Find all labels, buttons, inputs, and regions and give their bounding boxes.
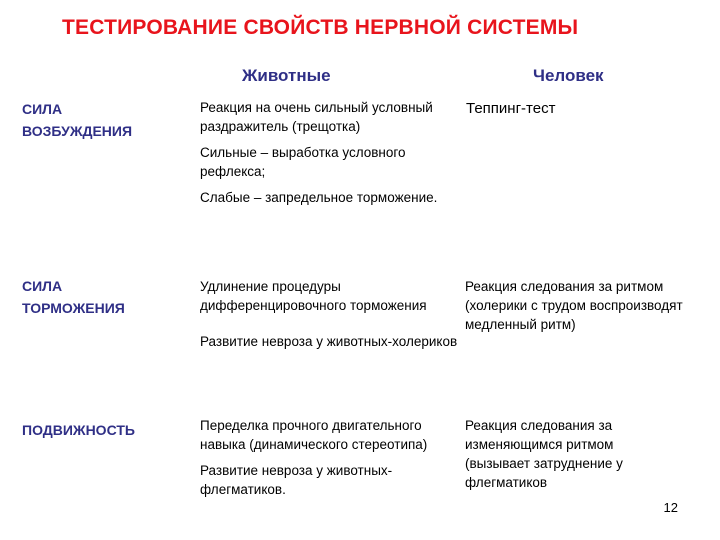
cell-inhibition-human [465,277,687,341]
cell-mobility-human [465,416,670,499]
column-header-human: Человек [533,66,604,85]
cell-text: Удлинение процедуры дифференцировочного торможения [200,279,427,313]
page-number: 12 [663,500,678,515]
cell-text: Слабые – запредельное торможение. [200,190,438,205]
cell-text: Развитие невроза у животных-холериков [200,334,458,349]
cell-mobility-animals [200,416,462,506]
slide-title: ТЕСТИРОВАНИЕ СВОЙСТВ НЕРВНОЙ СИСТЕМЫ [62,16,579,39]
cell-text: Сильные – выработка условного рефлекса; [200,145,406,179]
row-label-line: ПОДВИЖНОСТЬ [22,422,135,438]
row-label-inhibition-strength [22,275,125,319]
cell-text: Реакция на очень сильный условный раздражитель (трещотка) [200,100,433,134]
row-label-line: СИЛА [22,101,63,117]
row-label-line: ВОЗБУЖДЕНИЯ [22,123,133,139]
cell-text: Развитие невроза у животных-флегматиков. [200,463,393,497]
cell-text: Реакция следования за изменяющимся ритмом (вызывает затруднение у флегматиков [465,418,623,490]
cell-text: Теппинг-тест [466,100,556,117]
column-header-animals: Животные [242,66,331,85]
cell-inhibition-animals [200,277,460,358]
row-label-line: ТОРМОЖЕНИЯ [22,300,125,316]
cell-text: Переделка прочного двигательного навыка (динамического стереотипа) [200,418,428,452]
cell-text: Реакция следования за ритмом (холерики с трудом воспроизводят медленный ритм) [465,279,683,332]
cell-excitation-animals [200,98,460,214]
row-label-excitation-strength [22,98,132,142]
cell-excitation-human [466,99,686,125]
row-label-mobility [22,419,135,441]
row-label-line: СИЛА [22,278,63,294]
